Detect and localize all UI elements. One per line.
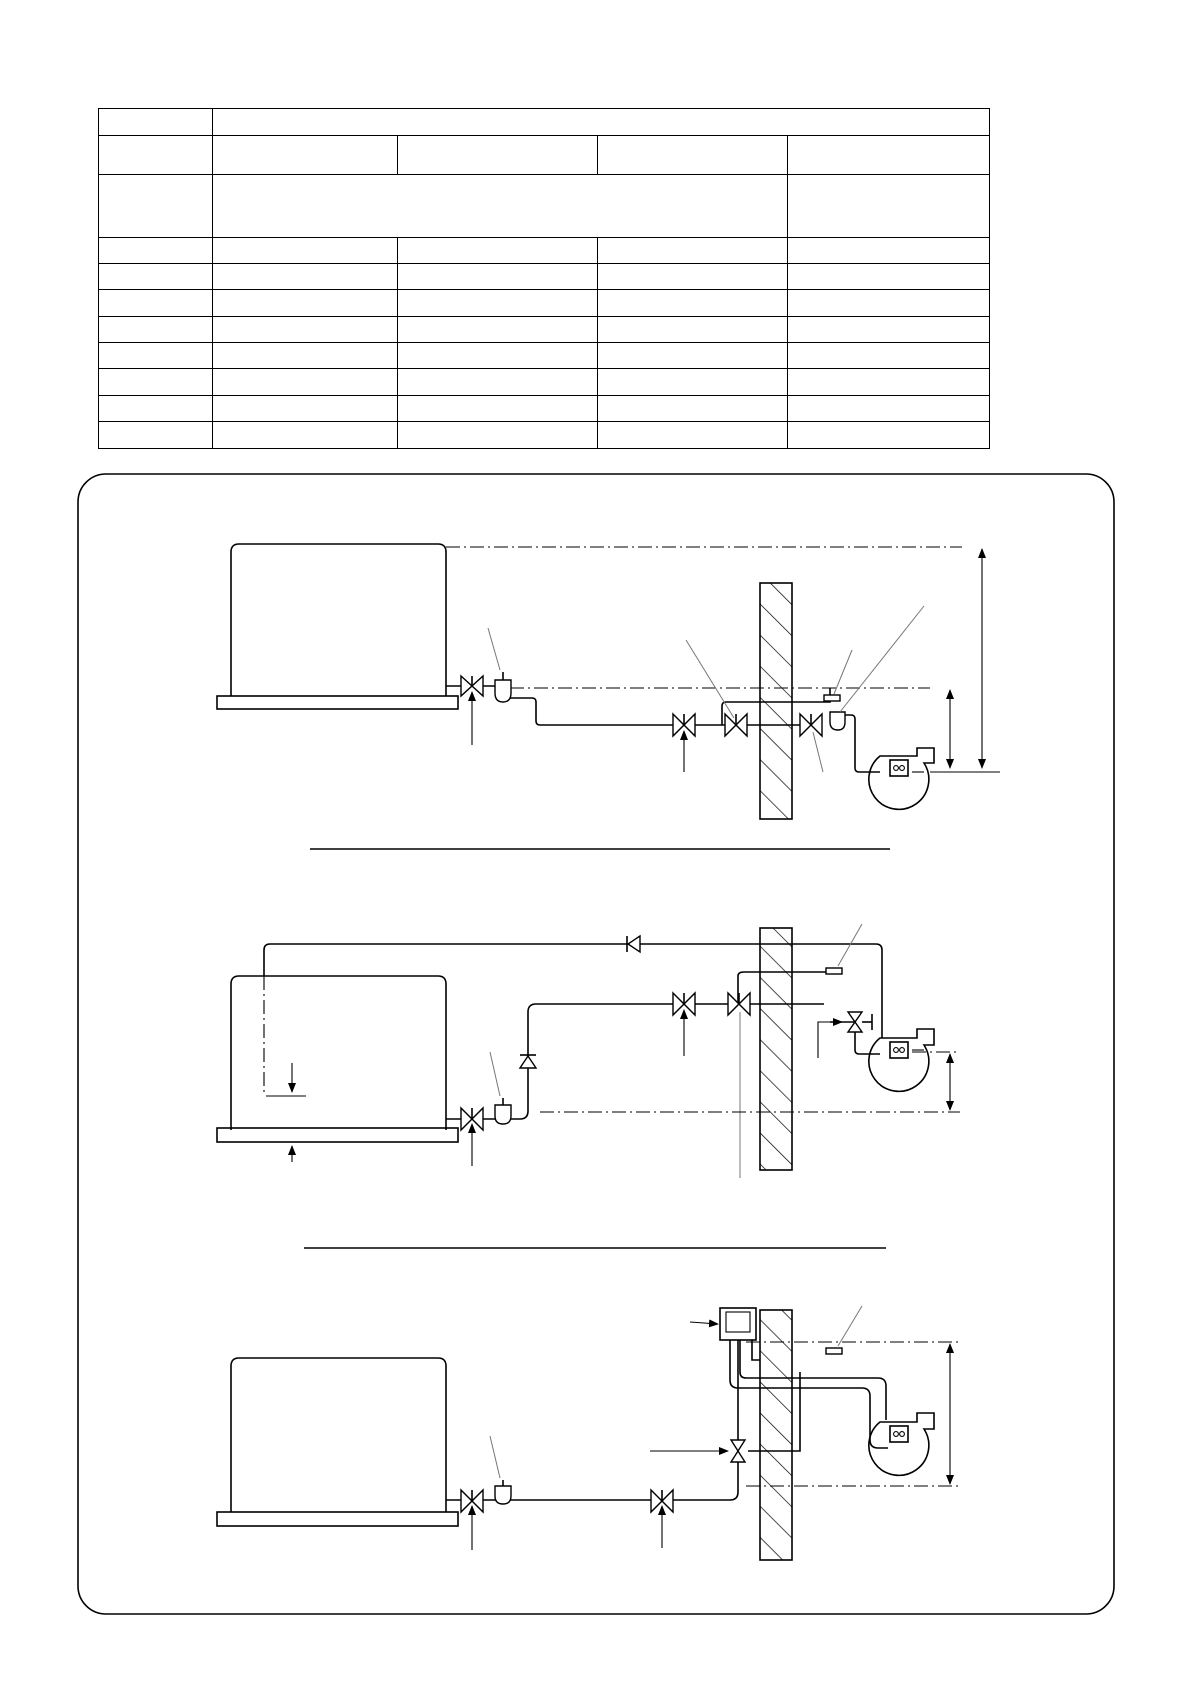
filter-leader (490, 1052, 500, 1096)
solenoid-pointer (690, 1322, 718, 1324)
valve (731, 1440, 745, 1462)
sight-glass (826, 968, 842, 974)
valve-pointer (818, 1022, 842, 1058)
shutoff-valve (728, 993, 750, 1015)
filter (495, 1098, 511, 1124)
solenoid-valve (720, 1308, 756, 1340)
filter-leader (490, 1436, 500, 1478)
shutoff-valve (725, 714, 747, 736)
wall (760, 1310, 792, 1560)
oil-tank (217, 544, 458, 709)
sight-glass (824, 695, 840, 701)
filter (495, 1480, 511, 1504)
burner-pump (869, 748, 934, 809)
sight-glass-leader (838, 1306, 862, 1346)
sight-glass (826, 1348, 842, 1354)
valve-leader (813, 732, 823, 772)
diagram-two-pipe-return (217, 924, 960, 1248)
filter-leader (840, 606, 924, 712)
check-valve (520, 1055, 536, 1068)
filter (830, 712, 845, 730)
wall (760, 928, 792, 1170)
oil-tank (217, 1358, 458, 1526)
filter-leader (488, 628, 500, 670)
check-valve (627, 936, 640, 952)
sight-glass-leader (834, 650, 852, 694)
diagram-lift-pump (217, 1306, 962, 1560)
burner-pump (869, 1413, 934, 1475)
diagram-frame (78, 474, 1114, 1614)
sight-glass-leader (838, 924, 862, 966)
valve-leader (686, 640, 734, 718)
burner-pump (869, 1029, 934, 1091)
supply-pipe (446, 1462, 738, 1500)
oil-tank (217, 976, 458, 1142)
diagram-gravity-drain (217, 544, 1000, 849)
shutoff-valve (800, 714, 822, 736)
filter (495, 672, 511, 702)
wall (760, 583, 792, 819)
